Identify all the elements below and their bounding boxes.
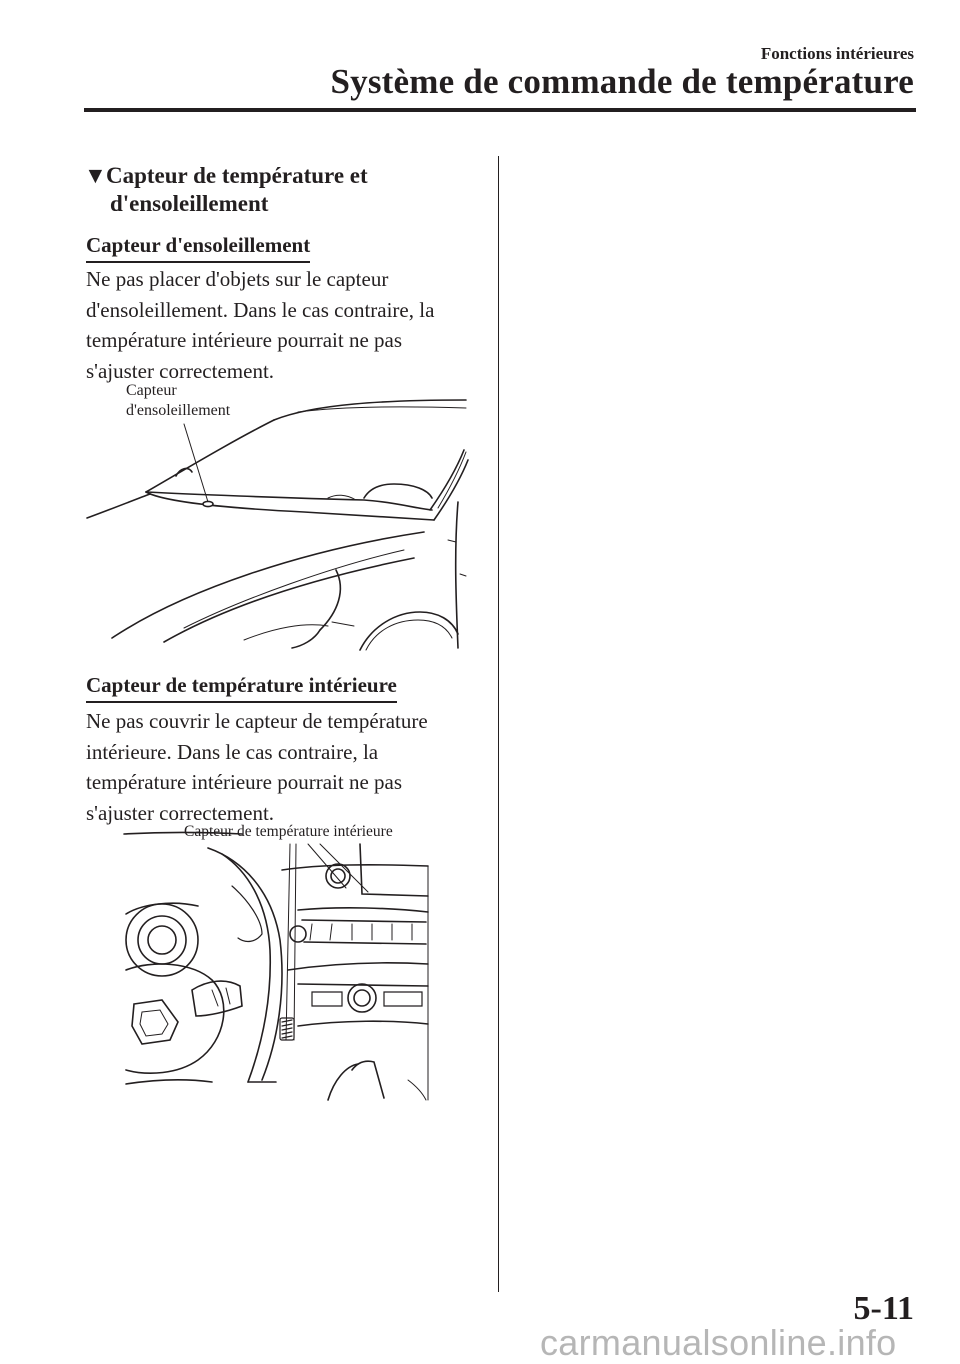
section-title-line1: Capteur de température et: [106, 163, 368, 188]
watermark: carmanualsonline.info: [540, 1322, 897, 1363]
page-title: Système de commande de température: [330, 62, 914, 101]
dashboard-steering-wheel-illustration: [122, 830, 436, 1102]
heading-underline: [86, 261, 310, 263]
header-section-name: Fonctions intérieures: [760, 44, 914, 63]
paragraph-line: s'ajuster correctement.: [86, 800, 275, 825]
column-divider: [498, 156, 499, 1292]
section-heading: [84, 162, 484, 218]
header-rule: [84, 108, 916, 112]
cabin-sensor-heading-text: Capteur de température intérieure: [86, 673, 397, 697]
paragraph-line: Ne pas couvrir le capteur de température: [86, 709, 428, 733]
paragraph-line: s'ajuster correctement.: [86, 358, 275, 383]
paragraph-line: température intérieure pourrait ne pas: [86, 770, 403, 794]
sun-sensor-paragraph: [86, 264, 486, 386]
car-windshield-illustration: [84, 390, 474, 652]
cabin-sensor-figure-label: Capteur de température intérieure: [184, 823, 393, 840]
paragraph-line: température intérieure pourrait ne pas: [86, 328, 403, 352]
cabin-sensor-heading: [86, 672, 397, 703]
figure-label-line: d'ensoleillement: [126, 402, 231, 419]
cabin-sensor-paragraph: [86, 706, 486, 828]
section-title-line2: d'ensoleillement: [110, 191, 269, 216]
page-number: 5-11: [853, 1290, 914, 1327]
paragraph-line: Ne pas placer d'objets sur le capteur: [86, 267, 389, 291]
sun-sensor-heading-text: Capteur d'ensoleillement: [86, 233, 311, 257]
paragraph-line: d'ensoleillement. Dans le cas contraire, la: [86, 297, 435, 322]
figure-label-line: Capteur: [126, 382, 177, 399]
heading-underline: [86, 701, 397, 703]
triangle-marker-icon: ▼: [84, 163, 107, 188]
sun-sensor-heading: [86, 232, 310, 263]
paragraph-line: intérieure. Dans le cas contraire, la: [86, 739, 379, 764]
